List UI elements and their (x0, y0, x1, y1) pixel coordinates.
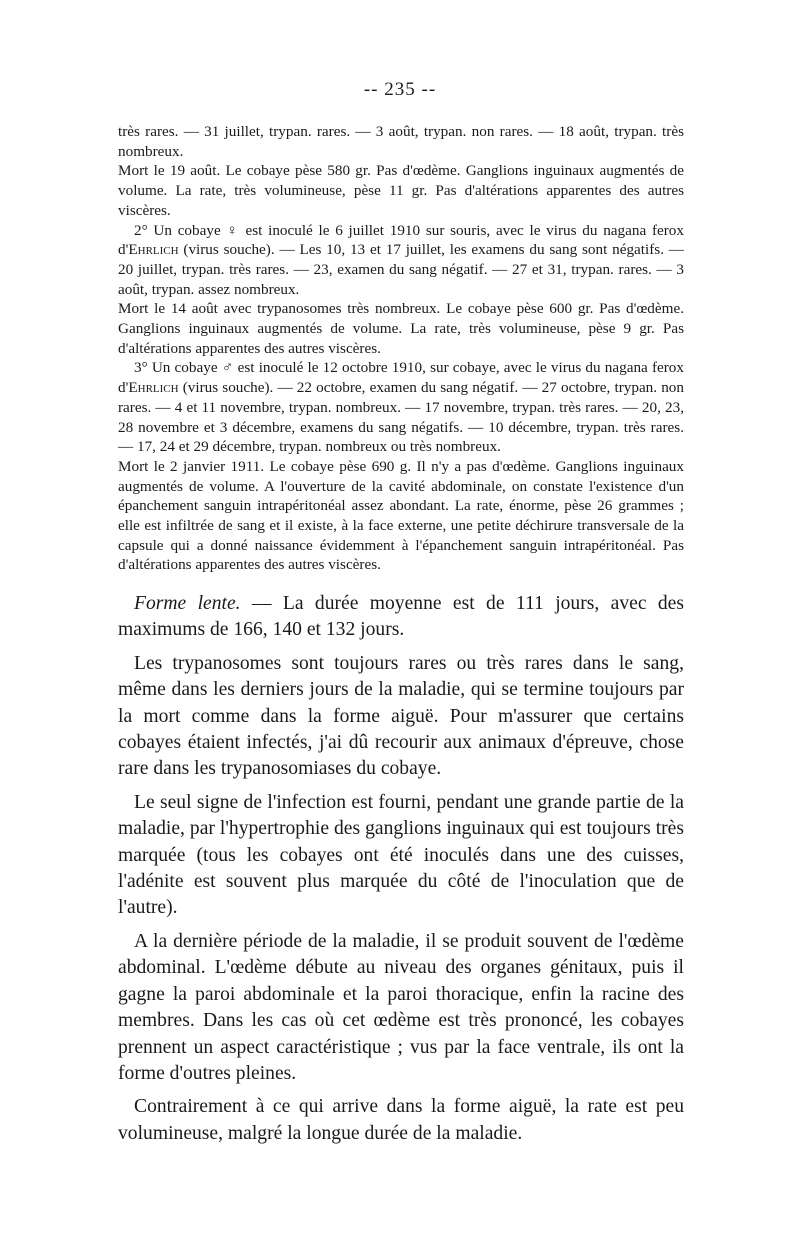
body-paragraph: Les trypanosomes sont toujours rares ou très rares dans le sang, même dans les derniers jours de la maladie, qui se termine toujours par la mort comme dans la forme aiguë. Pour m'assurer que certains cobayes étaient infectés, j'ai dû recourir aux animaux d'épreuve, chose rare dans les trypanosomiases du cobaye. (118, 652, 684, 780)
observation-paragraph (118, 221, 684, 300)
author-name: Ehrlich (128, 379, 179, 397)
main-text (118, 591, 684, 1154)
observation-paragraph: très rares. — 31 juillet, trypan. rares. — 3 août, trypan. non rares. — 18 août, trypan. très nombreux. (118, 123, 684, 160)
observation-text: 2° Un cobaye ♀ est inoculé le 6 juillet 1910 sur souris, avec le virus du nagana ferox d' (118, 221, 684, 259)
body-paragraph (118, 591, 684, 644)
page-number: -- 235 -- (363, 79, 437, 100)
observation-notes (118, 122, 684, 575)
observation-paragraph: Mort le 14 août avec trypanosomes très nombreux. Le cobaye pèse 600 gr. Pas d'œdème. Ganglions inguinaux augmentés de volume. La rate, très volumineuse, pèse 9 gr. Pas d'altérations apparentes des autres viscères. (118, 300, 684, 357)
body-paragraph: Le seul signe de l'infection est fourni, pendant une grande partie de la maladie, par l'hypertrophie des ganglions inguinaux qui est toujours très marquée (tous les cobayes ont été inoculés dans une des cuisses, l'adénite est souvent plus marquée du côté de l'inoculation que de l'autre). (118, 791, 684, 919)
section-heading: Forme lente. (134, 593, 241, 614)
body-text: — La durée moyenne est de 111 jours, avec des maximums de 166, 140 et 132 jours. (118, 593, 684, 641)
observation-text: 3° Un cobaye ♂ est inoculé le 12 octobre 1910, sur cobaye, avec le virus du nagana ferox d' (118, 359, 684, 397)
observation-text: (virus souche). — 22 octobre, examen du sang négatif. — 27 octobre, trypan. non rares. — 4 et 11 novembre, trypan. nombreux. — 17 novembre, trypan. très rares. — 20, 23, 28 novembre et 3 décembre, examens du sang négatifs. — 10 décembre, trypan. très rares. — 17, 24 et 29 décembre, trypan. nombreux ou très nombreux. (118, 379, 684, 456)
observation-paragraph: Mort le 2 janvier 1911. Le cobaye pèse 690 g. Il n'y a pas d'œdème. Ganglions inguinaux augmentés de volume. A l'ouverture de la cavité abdominale, on constate l'existence d'un épanchement sanguin intrapéritonéal assez abondant. La rate, énorme, pèse 26 grammes ; elle est infiltrée de sang et il existe, à la face externe, une petite déchirure transversale de la capsule qui a donné naissance évidemment à l'épanchement sanguin intrapéritonéal. Pas d'altérations apparentes des autres viscères. (118, 457, 684, 574)
body-paragraph: A la dernière période de la maladie, il se produit souvent de l'œdème abdominal. L'œdème débute au niveau des organes génitaux, puis il gagne la paroi abdominale et la paroi thoracique, enfin la racine des membres. Dans les cas où cet œdème est très prononcé, les cobayes prennent un aspect caractéristique ; vus par la face ventrale, ils ont la forme d'outres pleines. (118, 930, 684, 1084)
observation-paragraph (118, 358, 684, 457)
observation-text: (virus souche). — Les 10, 13 et 17 juillet, les examens du sang sont négatifs. — 20 juillet, trypan. très rares. — 23, examen du sang négatif. — 27 et 31, trypan. rares. — 3 août, trypan. assez nombreux. (118, 241, 684, 298)
body-paragraph: Contrairement à ce qui arrive dans la forme aiguë, la rate est peu volumineuse, malgré la longue durée de la maladie. (118, 1096, 684, 1144)
observation-paragraph: Mort le 19 août. Le cobaye pèse 580 gr. Pas d'œdème. Ganglions inguinaux augmentés de volume. La rate, très volumineuse, pèse 11 gr. Pas d'altérations apparentes des autres viscères. (118, 162, 684, 219)
author-name: Ehrlich (128, 241, 179, 259)
